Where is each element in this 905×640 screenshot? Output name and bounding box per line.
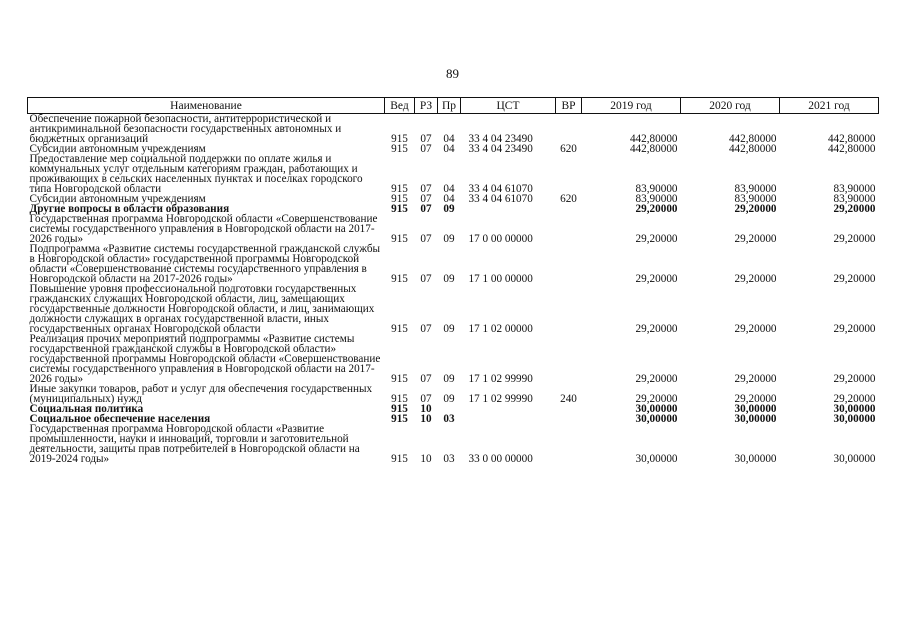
row-vr: 240 — [560, 393, 577, 405]
row-value-2019: 29,20000 — [635, 233, 678, 245]
row-value-2020: 29,20000 — [734, 373, 777, 385]
row-cst: 17 1 00 00000 — [468, 273, 533, 285]
header-2019: 2019 год — [582, 98, 681, 114]
row-vr: 620 — [560, 143, 577, 155]
row-ved: 915 — [391, 193, 408, 205]
row-name: Реализация прочих мероприятий подпрограммы «Развитие системы государственной гражданской службы в Новгородской области» государственной программы Новгородской области «Совершенствование системы государственного управления в Новгородской области на 2017-2026 годы» — [29, 333, 381, 385]
row-value-2019: 83,90000 — [635, 193, 678, 205]
row-value-2019: 30,00000 — [635, 413, 678, 425]
row-rz: 07 — [420, 193, 432, 205]
row-rz: 07 — [420, 203, 432, 215]
row-pr: 09 — [443, 373, 455, 385]
header-ved: Вед — [385, 98, 415, 114]
row-vr — [556, 424, 582, 464]
row-rz: 10 — [420, 413, 432, 425]
row-value-2021: 29,20000 — [833, 393, 876, 405]
row-ved: 915 — [391, 323, 408, 335]
row-value-2021: 29,20000 — [833, 203, 876, 215]
row-vr — [556, 114, 582, 145]
table-row — [28, 154, 879, 194]
row-pr: 09 — [443, 323, 455, 335]
row-name: Предоставление мер социальной поддержки по оплате жилья и коммунальных услуг отдельным категориям граждан, работающих и проживающих в сельских населенных пунктах и поселках городского типа Новгородской области — [29, 153, 363, 195]
row-vr — [556, 214, 582, 244]
row-cst: 33 4 04 23490 — [468, 143, 533, 155]
row-value-2021: 442,80000 — [827, 143, 876, 155]
row-pr: 09 — [443, 393, 455, 405]
row-value-2021: 30,00000 — [833, 413, 876, 425]
row-value-2019: 30,00000 — [635, 403, 678, 415]
row-rz: 07 — [420, 183, 432, 195]
row-ved: 915 — [391, 273, 408, 285]
row-value-2019: 29,20000 — [635, 203, 678, 215]
row-cst: 17 1 02 99990 — [468, 393, 533, 405]
header-name: Наименование — [28, 98, 385, 114]
row-value-2019: 29,20000 — [635, 323, 678, 335]
row-name: Повышение уровня профессиональной подготовки государственных гражданских служащих Новгородской области, лиц, замещающих государственные должности Новгородской области, и лиц, занимающих должности служащих в органах государственной власти, иных государственных органах Новгородской области — [29, 283, 375, 335]
row-rz: 07 — [420, 373, 432, 385]
header-cst: ЦСТ — [461, 98, 556, 114]
row-cst — [461, 404, 556, 414]
row-value-2020: 442,80000 — [728, 143, 777, 155]
header-vr: ВР — [556, 98, 582, 114]
table-row — [28, 424, 879, 464]
row-value-2020: 30,00000 — [734, 453, 777, 465]
header-rz: РЗ — [415, 98, 438, 114]
table-row — [28, 214, 879, 244]
header-2021: 2021 год — [780, 98, 879, 114]
row-ved: 915 — [391, 233, 408, 245]
row-pr: 09 — [443, 233, 455, 245]
row-pr: 04 — [443, 143, 455, 155]
row-value-2020: 29,20000 — [734, 233, 777, 245]
table-row — [28, 284, 879, 334]
row-value-2019: 442,80000 — [629, 143, 678, 155]
row-cst: 33 0 00 00000 — [468, 453, 533, 465]
row-name: Субсидии автономным учреждениям — [29, 143, 206, 155]
row-vr — [556, 244, 582, 284]
row-pr: 04 — [443, 193, 455, 205]
row-name: Социальное обеспечение населения — [29, 413, 211, 425]
row-value-2020: 29,20000 — [734, 393, 777, 405]
row-name: Государственная программа Новгородской области «Развитие промышленности, науки и инноваций, торговли и заготовительной деятельности, защиты прав потребителей в Новгородской области на 2019-2024 годы» — [29, 423, 360, 465]
row-pr: 03 — [443, 453, 455, 465]
row-vr — [556, 284, 582, 334]
row-rz: 07 — [420, 323, 432, 335]
row-value-2019: 83,90000 — [635, 183, 678, 195]
row-vr — [556, 204, 582, 214]
row-name: Обеспечение пожарной безопасности, антитеррористической и антикриминальной безопасности государственных автономных и бюджетных организаций — [29, 113, 342, 145]
row-value-2021: 83,90000 — [833, 193, 876, 205]
row-name: Подпрограмма «Развитие системы государственной гражданской службы в Новгородской области» государственной программы Новгородской области «Совершенствование системы государственного управления в Новгородской области на 2017-2026 годы» — [29, 243, 381, 285]
row-ved: 915 — [391, 453, 408, 465]
table-row — [28, 244, 879, 284]
row-value-2021: 29,20000 — [833, 323, 876, 335]
row-cst: 33 4 04 61070 — [468, 183, 533, 195]
row-name: Субсидии автономным учреждениям — [29, 193, 206, 205]
row-vr: 620 — [560, 193, 577, 205]
row-ved: 915 — [391, 143, 408, 155]
table-row — [28, 384, 879, 404]
row-value-2020: 29,20000 — [734, 203, 777, 215]
row-ved: 915 — [391, 133, 408, 145]
row-vr — [556, 154, 582, 194]
row-cst — [461, 414, 556, 424]
row-ved: 915 — [391, 373, 408, 385]
row-rz: 10 — [420, 403, 432, 415]
row-pr: 09 — [443, 203, 455, 215]
row-rz: 07 — [420, 233, 432, 245]
row-cst: 33 4 04 23490 — [468, 133, 533, 145]
row-cst: 17 1 02 00000 — [468, 323, 533, 335]
row-value-2020: 83,90000 — [734, 183, 777, 195]
row-pr: 04 — [443, 133, 455, 145]
row-value-2021: 83,90000 — [833, 183, 876, 195]
row-ved: 915 — [391, 183, 408, 195]
row-ved: 915 — [391, 403, 408, 415]
row-rz: 07 — [420, 143, 432, 155]
row-pr: 09 — [443, 273, 455, 285]
row-cst: 17 1 02 99990 — [468, 373, 533, 385]
table-header-row — [28, 98, 879, 114]
row-value-2020: 30,00000 — [734, 403, 777, 415]
row-ved: 915 — [391, 413, 408, 425]
row-value-2021: 29,20000 — [833, 233, 876, 245]
row-vr — [556, 404, 582, 414]
row-rz: 07 — [420, 273, 432, 285]
row-value-2021: 29,20000 — [833, 273, 876, 285]
row-value-2020: 30,00000 — [734, 413, 777, 425]
row-value-2021: 30,00000 — [833, 403, 876, 415]
row-value-2019: 29,20000 — [635, 393, 678, 405]
row-pr: 03 — [443, 413, 455, 425]
row-name: Социальная политика — [29, 403, 144, 415]
row-pr: 04 — [443, 183, 455, 195]
row-value-2019: 30,00000 — [635, 453, 678, 465]
header-pr: Пр — [438, 98, 461, 114]
row-rz: 10 — [420, 453, 432, 465]
row-name: Другие вопросы в области образования — [29, 203, 230, 215]
row-value-2020: 29,20000 — [734, 323, 777, 335]
table-row — [28, 334, 879, 384]
budget-table — [27, 97, 879, 464]
row-name: Иные закупки товаров, работ и услуг для обеспечения государственных (муниципальных) нужд — [29, 383, 373, 405]
row-rz: 07 — [420, 393, 432, 405]
row-value-2021: 29,20000 — [833, 373, 876, 385]
row-value-2020: 29,20000 — [734, 273, 777, 285]
row-name: Государственная программа Новгородской области «Совершенствование системы государственного управления в Новгородской области на 2017-2026 годы» — [29, 213, 378, 245]
row-vr — [556, 414, 582, 424]
row-cst: 33 4 04 61070 — [468, 193, 533, 205]
row-rz: 07 — [420, 133, 432, 145]
row-value-2019: 29,20000 — [635, 273, 678, 285]
row-value-2019: 29,20000 — [635, 373, 678, 385]
row-cst — [461, 204, 556, 214]
row-value-2020: 442,80000 — [728, 133, 777, 145]
row-ved: 915 — [391, 393, 408, 405]
table-row — [28, 114, 879, 145]
row-ved: 915 — [391, 203, 408, 215]
row-cst: 17 0 00 00000 — [468, 233, 533, 245]
header-2020: 2020 год — [681, 98, 780, 114]
page-number: 89 — [446, 66, 459, 81]
row-value-2020: 83,90000 — [734, 193, 777, 205]
row-vr — [556, 334, 582, 384]
row-value-2019: 442,80000 — [629, 133, 678, 145]
row-value-2021: 442,80000 — [827, 133, 876, 145]
row-value-2021: 30,00000 — [833, 453, 876, 465]
